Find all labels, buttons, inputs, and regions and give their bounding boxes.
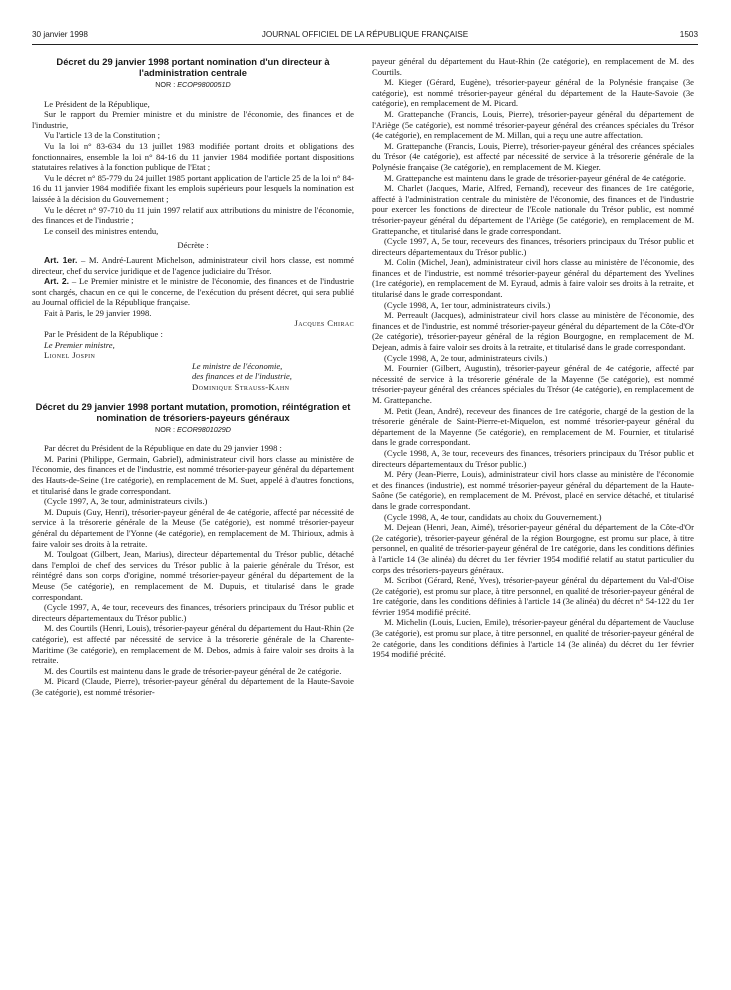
decret1-nor-code: ECOP9800051D bbox=[177, 80, 231, 89]
preamble-line: Vu le décret n° 85-779 du 24 juillet 1985 portant application de l'article 25 de la loi n° 84-16 du 11 janvier 1984 modifiée fixant les emplois supérieurs pour lesquels la nomination est laissée à la décision du Gouvernement ; bbox=[32, 172, 354, 204]
article-2-text: – Le Premier ministre et le ministre de l'économie, des finances et de l'industrie sont chargés, chacun en ce qui le concerne, de l'exécution du présent décret, qui sera publié au Journal officiel de la République française. bbox=[32, 276, 354, 308]
preamble-line: Le Président de la République, bbox=[44, 98, 150, 109]
right-column bbox=[372, 56, 694, 986]
decret1-title: Décret du 29 janvier 1998 portant nomination d'un directeur à l'administration centrale bbox=[56, 56, 330, 78]
preamble-line: Sur le rapport du Premier ministre et du ministre de l'économie, des finances et de l'industrie, bbox=[32, 109, 354, 130]
decret2-paragraph: M. Toulgoat (Gilbert, Jean, Marius), directeur départemental du Trésor public, détaché dans l'emploi de chef des services du Trésor public à la paierie générale du Trésor, est réintégré dans son corps d'origine, nommé trésorier-payeur général du département de la Meuse (5e catégorie), en remplacement de M. Dupuis, et titularisé dans le grade correspondant. bbox=[32, 549, 354, 602]
article-1 bbox=[32, 255, 354, 276]
pm-name: Lionel Jospin bbox=[44, 350, 96, 361]
decret2-paragraph: (Cycle 1998, A, 3e tour, receveurs des finances, trésoriers principaux du Trésor public et directeurs départementaux du Trésor public.) bbox=[372, 447, 694, 469]
decret2-paragraph: (Cycle 1998, A, 2e tour, administrateurs civils.) bbox=[384, 352, 548, 363]
decret2-paragraph: M. Charlet (Jacques, Marie, Alfred, Fernand), receveur des finances de 1re catégorie, affecté à l'administration centrale du ministère de l'économie, des finances et de l'industrie pour exercer les fonctions de directeur de l'Ecole nationale du Trésor public, est nommé trésorier-payeur général du département de l'Ariège (5e catégorie), en remplacement de M. Grattepanche, et titularisé dans le grade correspondant. bbox=[372, 183, 694, 236]
left-column bbox=[32, 56, 354, 986]
preamble-line: Vu l'article 13 de la Constitution ; bbox=[44, 130, 161, 141]
decret2-paragraph: M. Grattepanche (Francis, Louis, Pierre), trésorier-payeur général des créances spéciales du Trésor (4e catégorie), est affecté par nécessité de service à la trésorerie générale de la Polynésie française (3e catégorie), en remplacement de M. Kieger. bbox=[372, 140, 694, 172]
preamble-line: Vu le décret n° 97-710 du 11 juin 1997 relatif aux attributions du ministre de l'économie, des finances et de l'industrie ; bbox=[32, 204, 354, 226]
article-1-text: – M. André-Laurent Michelson, administrateur civil hors classe, est nommé directeur, chef du service juridique et de l'agence judiciaire du Trésor. bbox=[32, 254, 354, 276]
minister-name: Dominique Strauss-Kahn bbox=[192, 382, 290, 393]
decret2-paragraph: M. Fournier (Gilbert, Augustin), trésorier-payeur général de 4e catégorie, affecté par nécessité de service à la trésorerie générale de la Mayenne (5e catégorie), est nommé trésorier-payeur général des créances spéciales du Trésor (4e catégorie), en remplacement de M. Grattepanche. bbox=[372, 363, 694, 405]
par-le-president: Par le Président de la République : bbox=[44, 329, 163, 340]
decret2-paragraph: M. Parini (Philippe, Germain, Gabriel), administrateur civil hors classe au ministère de l'économie, des finances et de l'industrie, est nommé trésorier-payeur général du département des Hauts-de-Seine (1re catégorie), en remplacement de M. Suet, appelé à d'autres fonctions, et titularisé dans le grade correspondant. bbox=[32, 453, 354, 496]
decret1-preamble bbox=[32, 99, 354, 237]
decret2-paragraph: M. des Courtils est maintenu dans le grade de trésorier-payeur général de 2e catégorie. bbox=[44, 665, 342, 676]
preamble-line: Vu la loi n° 83-634 du 13 juillet 1983 modifiée portant droits et obligations des fonctionnaires, ensemble la loi n° 84-16 du 11 janvier 1984 modifiée portant dispositions statutaires relatives à la fonction publique de l'Etat ; bbox=[32, 140, 354, 173]
article-2-label: Art. 2. bbox=[44, 276, 70, 287]
decret2-paragraph: (Cycle 1998, A, 4e tour, candidats au choix du Gouvernement.) bbox=[384, 511, 602, 522]
preamble-line: Le conseil des ministres entendu, bbox=[44, 225, 159, 236]
decret2-paragraph: M. Michelin (Louis, Lucien, Emile), trésorier-payeur général du département de Vaucluse (3e catégorie), est promu sur place, à titre personnel, en qualité de trésorier-payeur général de 2e catégorie, dans les conditions définies à l'article 14 (3e alinéa) du décret du 1er février 1954 modifié précité. bbox=[372, 617, 694, 660]
decret2-paragraph: M. Péry (Jean-Pierre, Louis), administrateur civil hors classe au ministère de l'économie et des finances (industrie), est nommé trésorier-payeur général du département de la Haute-Saône (5e catégorie), en remplacement de M. Prévost, placé en service détaché, et titularisé dans le grade correspondant. bbox=[372, 469, 694, 511]
minister-title-line1: Le ministre de l'économie, bbox=[192, 360, 283, 371]
header-journal-title: JOURNAL OFFICIEL DE LA RÉPUBLIQUE FRANÇAISE bbox=[261, 30, 469, 39]
decret2-paragraph: M. Grattepanche est maintenu dans le grade de trésorier-payeur général de 4e catégorie. bbox=[384, 172, 686, 183]
header-page-number: 1503 bbox=[679, 30, 698, 39]
decret2-paragraph: M. Picard (Claude, Pierre), trésorier-payeur général du département de la Haute-Savoie (3e catégorie), est nommé trésorier- bbox=[32, 676, 354, 697]
signature-president: Jacques Chirac bbox=[294, 318, 354, 329]
decret2-paragraph: M. Petit (Jean, André), receveur des finances de 1re catégorie, chargé de la gestion de la trésorerie générale de Saint-Pierre-et-Miquelon, est nommé trésorier-payeur général du département de la Mayenne (5e catégorie), en remplacement de M. Fournier, et titularisé dans le grade correspondant. bbox=[372, 405, 694, 448]
decret2-paragraph: Par décret du Président de la République en date du 29 janvier 1998 : bbox=[44, 443, 282, 454]
decret2-left-body bbox=[32, 443, 354, 697]
decret2-paragraph: M. Dejean (Henri, Jean, Aimé), trésorier-payeur général du département de la Côte-d'Or (2e catégorie), trésorier-payeur général de la région Bourgogne, est promu sur place, à titre personnel, en qualité de trésorier-payeur général de 1re catégorie, dans les conditions définies à l'article 14 (3e alinéa) du décret du 1er février 1954 modifié relatif au statut particulier du corps des trésoriers-payeurs généraux. bbox=[372, 522, 694, 575]
decret2-paragraph: M. Perreault (Jacques), administrateur civil hors classe au ministère de l'économie, des finances et de l'industrie, est nommé trésorier-payeur général du département de la Côte-d'Or (2e catégorie), trésorier-payeur général de la région Bourgogne, en remplacement de M. Dejean, admis à faire valoir ses droits à la retraite, et titularisé dans le grade correspondant. bbox=[372, 310, 694, 353]
decret2-title: Décret du 29 janvier 1998 portant mutation, promotion, réintégration et nomination de trésoriers-payeurs généraux bbox=[35, 400, 351, 423]
decret2-paragraph: payeur général du département du Haut-Rhin (2e catégorie), en remplacement de M. des Courtils. bbox=[372, 56, 694, 77]
decret2-paragraph: M. Colin (Michel, Jean), administrateur civil hors classe au ministère de l'économie, des finances et de l'industrie, est nommé trésorier-payeur général du département des Yvelines (1re catégorie), en remplacement de M. Eyraud, admis à faire valoir ses droits à la retraite, et titularisé dans le grade correspondant. bbox=[372, 257, 694, 300]
article-2 bbox=[32, 276, 354, 308]
decret2-paragraph: M. Dupuis (Guy, Henri), trésorier-payeur général de 4e catégorie, affecté par nécessité de service à la trésorerie générale de la Meuse (5e catégorie), est nommé trésorier-payeur général du département de l'Yonne (4e catégorie), en remplacement de M. Thirioux, admis à faire valoir ses droits à la retraite. bbox=[32, 506, 354, 549]
decret2-paragraph: (Cycle 1997, A, 3e tour, administrateurs civils.) bbox=[44, 496, 208, 507]
decret2-paragraph: (Cycle 1998, A, 1er tour, administrateurs civils.) bbox=[384, 299, 551, 310]
decret2-paragraph: (Cycle 1997, A, 4e tour, receveurs des finances, trésoriers principaux du Trésor public et directeurs départementaux du Trésor public.) bbox=[32, 602, 354, 623]
decret2-nor: NOR : ECOR9801029D bbox=[155, 424, 231, 434]
decret2-nor-code: ECOR9801029D bbox=[177, 424, 231, 434]
fait-a-paris: Fait à Paris, le 29 janvier 1998. bbox=[44, 307, 152, 318]
article-1-label: Art. 1er. bbox=[44, 254, 78, 265]
page-header bbox=[32, 30, 698, 44]
decret2-paragraph: M. Kieger (Gérard, Eugène), trésorier-payeur général de la Polynésie française (3e catégorie), est nommé trésorier-payeur général du département de la Haute-Savoie (3e catégorie), en remplacement de M. Picard. bbox=[372, 77, 694, 109]
pm-title: Le Premier ministre, bbox=[44, 339, 115, 350]
header-rule bbox=[32, 44, 698, 45]
decret2-paragraph: M. Scribot (Gérard, René, Yves), trésorier-payeur général du département du Val-d'Oise (2e catégorie), est promu sur place, à titre personnel, en qualité de trésorier-payeur général de 1re catégorie, dans les conditions définies à l'article 14 (3e alinéa) du décret n° 54-122 du 1er février 1954 modifié précité. bbox=[372, 575, 694, 617]
minister-title-line2: des finances et de l'industrie, bbox=[192, 371, 292, 382]
header-date: 30 janvier 1998 bbox=[32, 30, 88, 39]
decret2-paragraph: M. des Courtils (Henri, Louis), trésorier-payeur général du département du Haut-Rhin (2e catégorie), est affecté par nécessité de service à la trésorerie générale de la Charente-Maritime (3e catégorie), en remplacement de M. Debos, admis à faire valoir ses droits à la retraite. bbox=[32, 623, 354, 666]
decrete-heading: Décrète : bbox=[177, 240, 209, 251]
decret1-nor: NOR : ECOP9800051D bbox=[155, 80, 231, 89]
decret2-paragraph: M. Grattepanche (Francis, Louis, Pierre), trésorier-payeur général du département de l'Ariège (5e catégorie), est nommé trésorier-payeur général des créances spéciales du Trésor (4e catégorie), en remplacement de M. Millan, qui a reçu une autre affectation. bbox=[372, 108, 694, 141]
decret2-paragraph: (Cycle 1997, A, 5e tour, receveurs des finances, trésoriers principaux du Trésor public et directeurs départementaux du Trésor public.) bbox=[372, 236, 694, 257]
